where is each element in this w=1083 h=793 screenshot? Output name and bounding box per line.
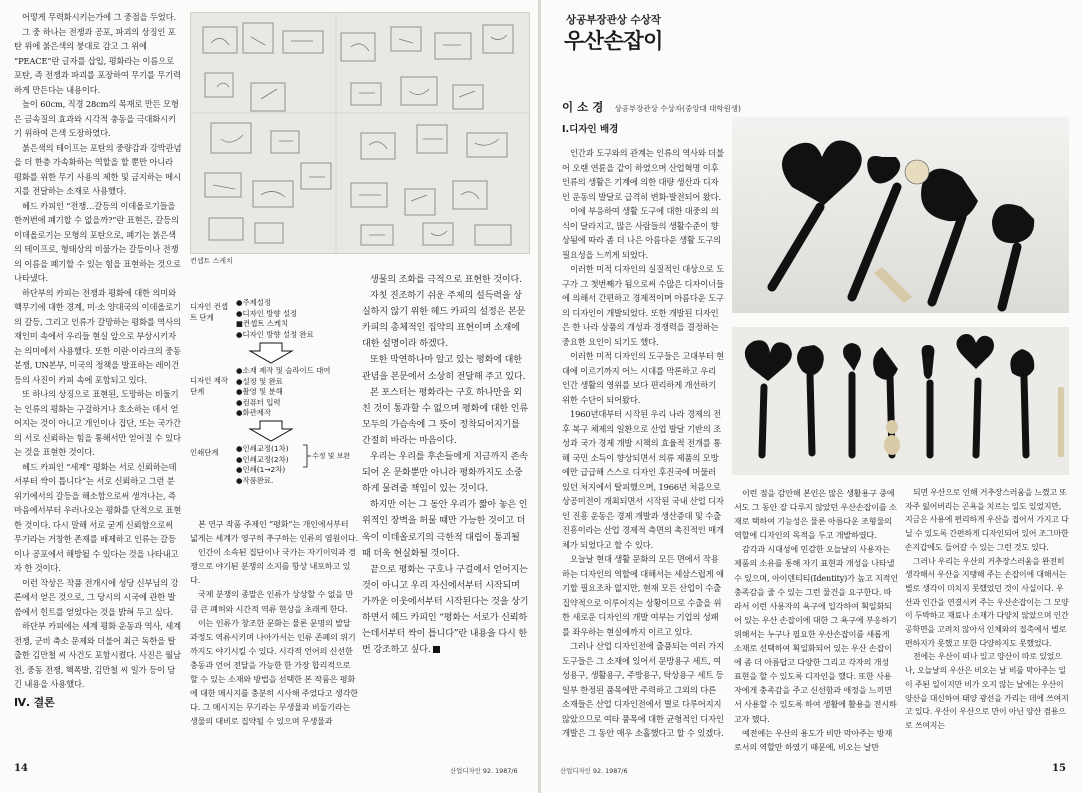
flow-item: ●인쇄교정(2차)	[236, 454, 289, 464]
sketch-drawing	[191, 13, 529, 253]
running-footer-left: 산업디자인 92. 1987/6	[450, 767, 518, 775]
umbrella-handles-photo-bottom	[732, 327, 1069, 475]
author-affiliation: 상공부장관상 수상자(중앙대 대학원생)	[614, 104, 741, 113]
body-paragraph: 어떻게 무력화시키는가에 그 중점을 두었다.	[22, 12, 177, 22]
page-number-right: 15	[1052, 763, 1066, 774]
right-column-1	[562, 146, 726, 741]
flow-item: ●인쇄(1→2차)	[236, 465, 286, 475]
left-column-1	[14, 10, 182, 710]
body-paragraph: 인간이 소속된 집단이나 국가는 자기이익과 경쟁으로 야기된 분쟁의 소지를 항상 내포하고 있다.	[190, 547, 356, 586]
flow-item: ●디자인 방향 설정	[236, 308, 298, 318]
body-paragraph: 전에는 우산이 떠나 있고 양산이 따로 있었으나, 오늘날의 우산은 비오는 날 비를 막아주는 일이 주된 일이지만 비가 오지 않는 날에는 우산이 양산을 대신하여 태양 광선을 가리는 데에 쓰여지고 있다. 우산이 우산으로 만이 아닌 양산 겸용으로 쓰여지는	[905, 652, 1069, 730]
flow-item: ●컴퓨터 입력	[236, 397, 281, 407]
body-paragraph: 그러나 우리는 우산의 거추장스러움을 완전히 생각해서 우산을 지탱해 주는 손잡이에 대해서는 별로 생각이 미치지 못했었던 것이 사실이다. 우산과 인간을 연결시켜 주는 우산손잡이는 그 모양이 두박하고 재료나 소재가 다양치 않았으며 인간공학면을 고려치 않아서 인체와의 접촉에서 별로 편하지가 못했고 또한 다양하지도 못했었다.	[905, 556, 1069, 648]
left-column-3	[362, 272, 530, 658]
flow-stage-label-2: 디자인 제작 단계	[190, 376, 229, 396]
body-paragraph: 이에 부응하여 생활 도구에 대한 대중의 의식이 달라지고, 많은 사람들의 생활수준이 향상됨에 따라 좀 더 나은 아름다운 생활 도구의 필요성을 느끼게 되었다.	[562, 206, 721, 260]
flow-arrow-2	[246, 420, 296, 442]
flow-item: ●촬영 및 분해	[236, 387, 283, 397]
umbrella-handles-top-image	[732, 117, 1069, 313]
flow-stage-items-2	[236, 366, 351, 419]
section-heading-conclusion: Ⅳ. 결론	[14, 695, 55, 709]
body-paragraph: 하단부의 카피는 전쟁과 평화에 대한 의미와 핵무기에 대한 경계, 미·소 양대국의 이데올로기의 갈등, 그리고 인류가 갈망하는 평화를 역사의 재인미 속에서 우리들 현실 앞으로 부상시키자는 의미에서 사용했다. 또한 이란·이라크의 중동 분쟁, UN본부, 미국의 정책을 발표하는 레이건 등의 사진이 카피 속에 포함되고 있다.	[14, 287, 181, 385]
body-paragraph: 이러한 미적 디자인의 도구들은 고대부터 현대에 이르기까지 어느 시대를 막론하고 우리 인간 생활의 영위를 보다 편리하게 개선하기 위한 수단이 되어왔다.	[562, 351, 725, 405]
body-paragraph: 이러한 미적 디자인의 실질적인 대상으로 도구가 그 첫번째가 됨으로써 수많은 디자이너들에 의해서 간편하고 경제적이며 아름다운 도구의 디자인이 개발되었다. 또한 개발된 디자인은 한 나라 상품의 개성과 경쟁력을 결정하는 중요한 요인이 되기도 했다.	[562, 264, 725, 347]
body-paragraph: 오늘날 현대 생활 문화의 모든 면에서 작용하는 디자인의 역할에 대해서는 세삼스럽게 얘기할 필요조차 없지만, 현재 모든 산업이 수출 집약적으로 이루어지는 상황이므로 수출을 위한 새로운 디자인의 개발 여부는 기업의 성패를 좌우하는 현실에까지 이르고 있다.	[562, 554, 724, 637]
flow-item: ●인쇄교정(1차)	[236, 444, 289, 453]
body-paragraph: 이런 작상은 작품 전개시에 성당 신부님의 강론에서 얻은 것으로, 그 당시의 시국에 관한 발씀에서 힌트를 얻었다는 것을 밝혀 두고 싶다.	[14, 577, 179, 617]
right-column-3	[905, 486, 1069, 733]
flow-side-note: 수정 및 보완	[312, 452, 351, 460]
body-paragraph: 헤드 카피인 “전쟁…갈등의 이데올로기들을 한꺼번에 폐기할 수 없을까?”란 표현은, 갈등의 이데올로기는 모형의 포탄으로, 폐기는 붉은색의 테이프로, 형태상의 비물가는 갈등이나 전쟁의 이름을 폐기할 수 있는 힘을 표현하는 것으로 나타냈다.	[14, 200, 181, 283]
process-flowchart	[190, 296, 350, 506]
flow-bracket	[302, 444, 312, 468]
award-kicker: 상공부장관상 수상작	[566, 14, 661, 26]
body-paragraph: 헤드 카피인 “세계” 평화는 서로 신뢰하는데서부터 싹이 틉니다”는 서로 신뢰하고 그런 분위기에서의 갈등을 해소함으로써 생겨나는, 즉 마음에서부터 우러나오는 평화를 단적으로 표현한 것이다. 다시 말해 서로 굳게 신뢰함으로써 무기라는 거창한 존재를 배제하고 인류는 갈등이나 공포에서 해방될 수 있다는 것을 나타내고자 한 것이다.	[14, 461, 182, 573]
body-paragraph: 높이 60cm, 직경 28cm의 목재로 만든 모형은 금속질의 효과와 시각적 충동을 극대화시키기 위하여 은색 도장하였다.	[14, 99, 179, 138]
body-paragraph: 국제 분쟁의 종말은 인류가 상상할 수 없을 만큼 큰 폐허와 시간적 역류 현상을 초래케 한다.	[190, 589, 353, 614]
body-paragraph: 인간과 도구와의 관계는 인류의 역사와 더불어 오랜 연륜을 같이 하였으며 산업혁명 이후 인류의 생활은 기계에 의한 대량 생산과 디자인 운동의 발달로 급격히 변화·발전되어 왔다.	[562, 148, 725, 202]
body-paragraph: 이는 인류가 창조한 문화는 물론 문명의 발달과정도 역류시키며 나아가서는 인류 존폐의 위기까지도 야기시킬 수 있다. 시각적 언어의 신선한 충동과 언어 전달을 가능한 한 가장 합리적으로 할 수 있는 소재와 방법을 선택한 본 작품은 평화에 대한 메시지를 충분히 시사해 주었다고 생각한다. 그 메시지는 무기라는 무생물과 비둘기라는 생물의 대비로 집약될 수 있으며 무생물과	[190, 617, 358, 727]
body-paragraph: 감각과 시대성에 민감한 오늘날의 사용자는 제품의 소유를 통해 자기 표현과 개성을 나타낼 수 있으며, 아이덴티티(Identity)가 높고 지적인 충족감을 줄 수 있는 그런 물건을 요구한다. 따라서 이런 사용자의 욕구에 입각하여 획일화되어 있는 우산 손잡이에 대한 그 욕구에 부응하기 위해서는 누구나 필요한 우산손잡이를 새롭게 소재로 선택하여 획일화되어 있는 우산 손잡이에 좀 더 아름답고 다양한 그리고 각자의 개성 표현을 할 수 있도록 디자인을 했다. 또한 사용자에게 충족감을 주고 신선함과 애정을 느끼면서 사용할 수 있도록 하여 생활에 활용을 전시하고자 했다.	[734, 544, 899, 724]
body-paragraph: 하지만 이는 그 동안 우리가 짧아 놓은 인위적인 장벽을 허물 때만 가능한 것이고 더욱이 이데올로기의 극한적 대립이 통괴될 때 더욱 현실화될 것이다.	[362, 500, 528, 559]
section-title: Ⅰ.디자인 배경	[562, 124, 619, 135]
flow-item: ■컨셉트 스케치	[236, 319, 289, 329]
flow-stage-label-1: 디자인 컨셉트 단계	[190, 302, 229, 322]
flow-stage-label-3: 인쇄단계	[190, 448, 219, 457]
body-paragraph: 그 중 하나는 전쟁과 공포, 파괴의 상징인 포탄 위에 붉은색의 붕대로 감고 그 위에 “PEACE”란 글자를 삽입, 평화라는 이름으로 포탄, 즉 전쟁과 파괴를 포장하여 무기를 무기력하게 만든다는 내용이다.	[14, 26, 181, 95]
body-paragraph: 되면 우산으로 인해 거추장스러움을 느꼈고 또 자주 잃어버리는 곤욕을 치르는 일도 있었지만, 지금은 사용에 편리하게 우산을 접어서 가지고 다닐 수 있도록 간편하게 디자인되어 있어 조그마한 손지갑에도 들어갈 수 있는 그런 것도 있다.	[905, 488, 1069, 552]
body-paragraph: 끝으로 평화는 구호나 구걸에서 얻어지는 것이 아니고 우리 자신에서부터 시작되며 가까운 이웃에서부터 시작된다는 것을 상기하면서 헤드 카피인 “평화는 서로가 신뢰하는데서부터 싹이 틉니다”란 내용을 다시 한번 강조하고 싶다.	[362, 564, 529, 656]
page-number-left: 14	[14, 763, 28, 774]
flow-item: ●소재 제작 및 슬라이드 대여	[236, 366, 331, 375]
body-paragraph: 본 연구 작품 주제인 “평화”는 개인에서부터 넓게는 세계가 영구히 추구하는 인류의 염원이다.	[190, 519, 358, 544]
flow-arrow-1	[246, 342, 296, 364]
body-paragraph: 또 하나의 상징으로 표현된, 도망하는 비둘기는 인류의 평화는 구걸하거나 호소하는 데서 얻어지는 것이 아니고 개인이나 집단, 또는 국가간의 서로 신뢰하는 힘을 통해서만 얻어질 수 있다는 것을 표현한 것이다.	[14, 389, 181, 457]
flow-item: ●화관제작	[236, 408, 272, 418]
body-paragraph: 본 포스터는 평화라는 구호 하나만을 외친 것이 통과할 수 없으며 평화에 대한 인류 모두의 가슴속에 그 뜻이 정착되어지기를 간절히 바라는 마음이다.	[362, 387, 528, 446]
author-name: 이 소 경	[562, 100, 604, 114]
body-paragraph: 생물의 조화를 극적으로 표현한 것이다.	[370, 275, 522, 285]
body-paragraph: 또한 막연하나마 알고 있는 평화에 대한 관념을 본문에서 소상히 전달해 주고 있다.	[362, 355, 526, 382]
author-line	[562, 96, 741, 115]
left-column-2	[190, 517, 358, 728]
article-title: 우산손잡이	[564, 29, 663, 53]
flow-stage-items-1	[236, 298, 351, 340]
body-paragraph: 하단부 카피에는 세계 평화 운동과 역사, 세계 전쟁, 군비 축소 문제와 더불어 최근 독한을 탈출한 김만철 씨 사건도 포함시켰다. 사진은 월남전, 중동 전쟁, 핵폭발, 김만철 씨 일가 등이 담긴 내용을 사용했다.	[14, 621, 181, 689]
body-paragraph: 예전에는 우산의 용도가 비만 막아주는 방재로서의 역할만 하였기 때문에, 비오는 날만	[734, 727, 893, 752]
body-paragraph: 우리는 우리를 후손들에게 지금까지 존속되어 온 문화뿐만 아니라 평화까지도 소중하게 물려줄 책임이 있는 것이다.	[362, 452, 528, 495]
umbrella-handles-bottom-image	[732, 327, 1069, 475]
end-mark-icon	[433, 646, 440, 653]
flow-item: ●작품완료.	[236, 475, 274, 485]
flow-item: ●주제설정	[236, 298, 272, 307]
body-paragraph: 1960년대부터 시작된 우리 나라 경제의 전후 복구 체제의 일환으로 산업 발달 기반의 조성과 국가 경제 개발 시책의 효율적 전개를 통해 국민 소득이 향상되면서 의류 제품의 모방에만 급급해 스스로 디자인 후진국에 머물러 있던 처지에서 탈피했으며, 1966년 처음으로 상공미전이 개최되면서 시작된 국내 산업 디자인 진흥 운동은 경제 개발과 생산증대 및 수출 진흥이라는 산업 경제적 측면의 촉진적인 매개체가 되었다고 할 수 있다.	[562, 409, 724, 550]
running-footer-right: 산업디자인 92. 1987/6	[560, 767, 628, 775]
body-paragraph: 자칫 진조하기 쉬운 주제의 설득력을 상실하지 않기 위한 헤드 카피의 설정은 본문 카피의 총체적인 집약의 표현이며 소재에 대한 설명이라 하겠다.	[362, 291, 526, 350]
body-paragraph: 이런 점을 감안해 본인은 많은 생활용구 중에서도 그 동안 잘 다루지 않았던 우산손잡이를 소재로 택하여 기능성은 물론 아름다운 조형물의 역할에 디자인의 목적을 두고 개발하였다.	[734, 488, 897, 541]
sketch-caption: 컨셉트 스케치	[190, 257, 233, 265]
flow-item: ●설정 및 완료	[236, 376, 283, 386]
concept-sketch-image	[190, 12, 530, 254]
flow-item: ●디자인 방향 설정 완료	[236, 329, 314, 339]
body-paragraph: 붉은색의 테이프는 포탄의 중량감과 강박관념을 더 한층 가속화하는 역할을 할 뿐만 아니라 평화를 위한 무기 사용의 제한 및 금지하는 메시지를 전달하는 소재로 사용했다.	[14, 142, 182, 196]
right-column-2	[734, 486, 898, 754]
body-paragraph: 그러나 산업 디자인전에 출품되는 여러 가지 도구들은 그 소재에 있어서 문방용구 세트, 여성용구, 생활용구, 주방용구, 탁상용구 세트 등 일부 한정된 품목에만 주력하고 그외의 다른 소재들은 산업 디자인전에서 별로 다루어지지 않았으므로 여타 품목에 대한 균형적인 디자인 개발은 그 동안 매우 소홀했다고 할 수 있겠다.	[562, 641, 725, 738]
umbrella-handles-photo-top	[732, 117, 1069, 313]
